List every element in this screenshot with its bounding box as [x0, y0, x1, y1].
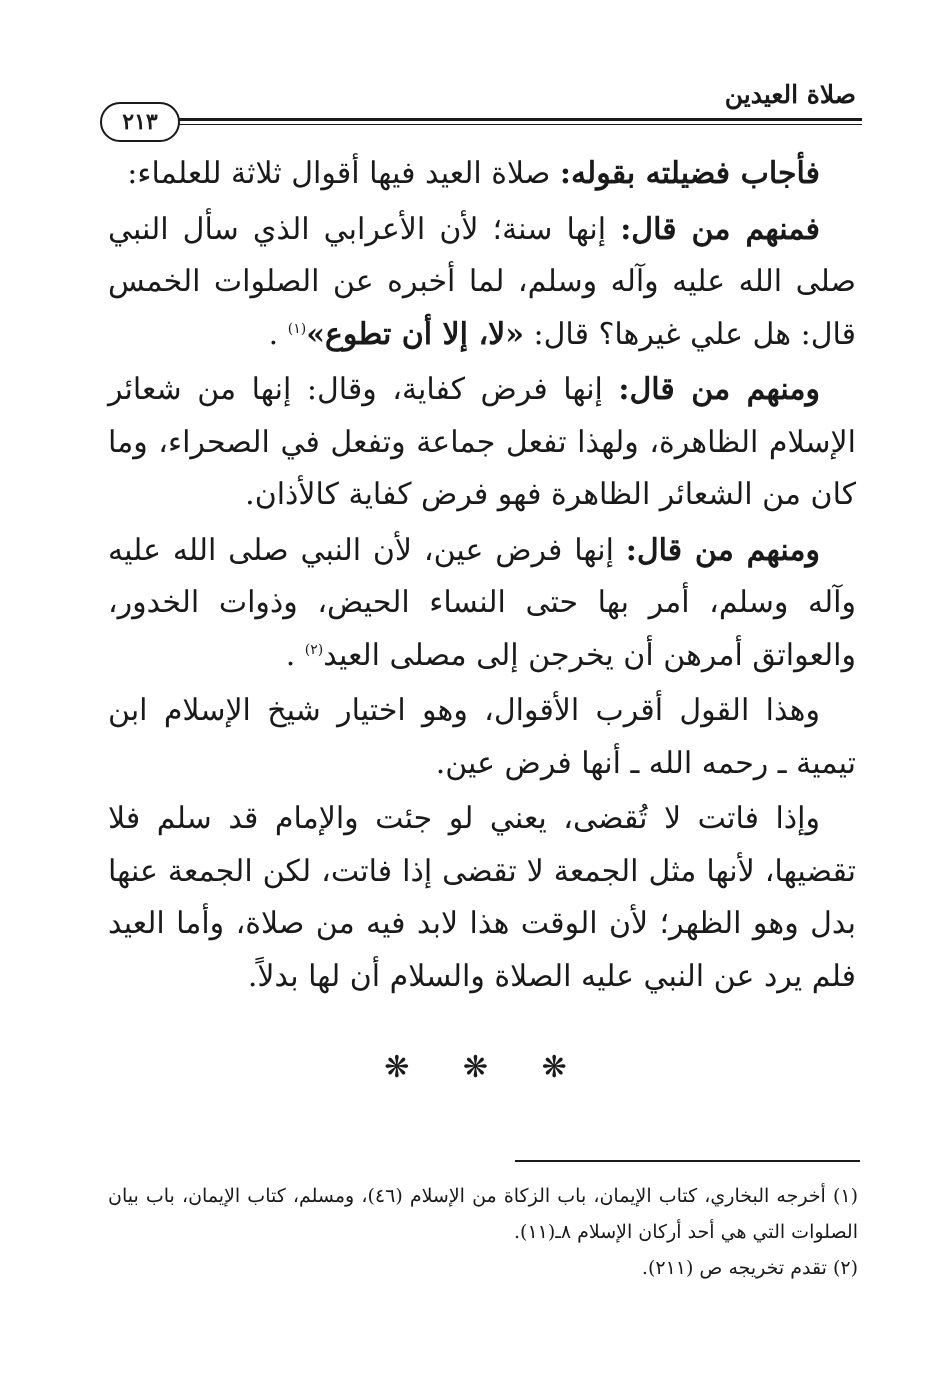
running-title: صلاة العيدين	[724, 80, 856, 109]
paragraph-text: وإذا فاتت لا تُقضى، يعني لو جئت والإمام قد سلم فلا تقضيها، لأنها مثل الجمعة لا تقضى إذا فاتت، لكن الجمعة عنها بدل وهو الظهر؛ لأن الوقت هذا لابد فيه من صلاة، وأما العيد فلم يرد عن النبي عليه الصلاة والسلام أن لها بدلاً.	[108, 801, 856, 994]
page-header	[90, 80, 862, 140]
paragraph-text: صلاة العيد فيها أقوال ثلاثة للعلماء:	[127, 156, 560, 191]
paragraph-lead: ومنهم من قال:	[618, 372, 820, 407]
paragraph-text: إنها فرض عين، لأن النبي صلى الله عليه وآله وسلم، أمر بها حتى النساء الحيض، وذوات الخدور، والعواتق أمرهن أن يخرجن إلى مصلى العيد	[108, 532, 856, 673]
star-ornament-icon: ❋	[462, 1050, 489, 1085]
footnote-divider	[515, 1160, 860, 1162]
footnote-1: (١) أخرجه البخاري، كتاب الإيمان، باب الزكاة من الإسلام (٤٦)، ومسلم، كتاب الإيمان، باب بيان الصلوات التي هي أحد أركان الإسلام ٨ـ(١١).	[108, 1185, 858, 1243]
paragraph-tail: .	[285, 637, 305, 673]
paragraph-kifayah-opinion	[108, 364, 856, 522]
page-number: ٢١٣	[100, 102, 180, 142]
hadith-quote: «لا، إلا أن تطوع»	[306, 316, 524, 352]
paragraph-text: إنها سنة؛ لأن الأعرابي الذي سأل النبي صلى الله عليه وآله وسلم، لما أخبره عن الصلوات الخمس قال: هل علي غيرها؟ قال:	[108, 211, 856, 352]
footnotes	[108, 1178, 858, 1286]
paragraph-sunnah-opinion	[108, 204, 856, 362]
footnote-ref[interactable]: (١)	[287, 320, 307, 337]
paragraph-lead: فأجاب فضيلته بقوله:	[559, 156, 820, 191]
paragraph-text: وهذا القول أقرب الأقوال، وهو اختيار شيخ الإسلام ابن تيمية ـ رحمه الله ـ أنها فرض عين.	[108, 693, 856, 781]
paragraph-text: إنها فرض كفاية، وقال: إنها من شعائر الإسلام الظاهرة، ولهذا تفعل جماعة وتفعل في الصحراء، وما كان من الشعائر الظاهرة فهو فرض كفاية كالأذان.	[108, 372, 856, 512]
header-rule-thin	[170, 124, 862, 125]
paragraph-answer	[108, 148, 856, 201]
main-text	[108, 148, 856, 1006]
footnote-ref[interactable]: (٢)	[304, 641, 324, 658]
paragraph-missed-prayer	[108, 793, 856, 1003]
star-ornament-icon: ❋	[384, 1050, 410, 1085]
paragraph-lead: ومنهم من قال:	[625, 532, 820, 568]
paragraph-lead: فمنهم من قال:	[620, 211, 820, 247]
paragraph-preferred-opinion	[108, 685, 856, 790]
header-rule-thick	[170, 118, 862, 121]
star-ornament-icon: ❋	[541, 1050, 567, 1085]
paragraph-ayn-opinion	[108, 525, 856, 683]
section-separator	[0, 1050, 951, 1085]
paragraph-tail: .	[268, 316, 288, 352]
footnote-2: (٢) تقدم تخريجه ص (٢١١).	[641, 1257, 858, 1279]
